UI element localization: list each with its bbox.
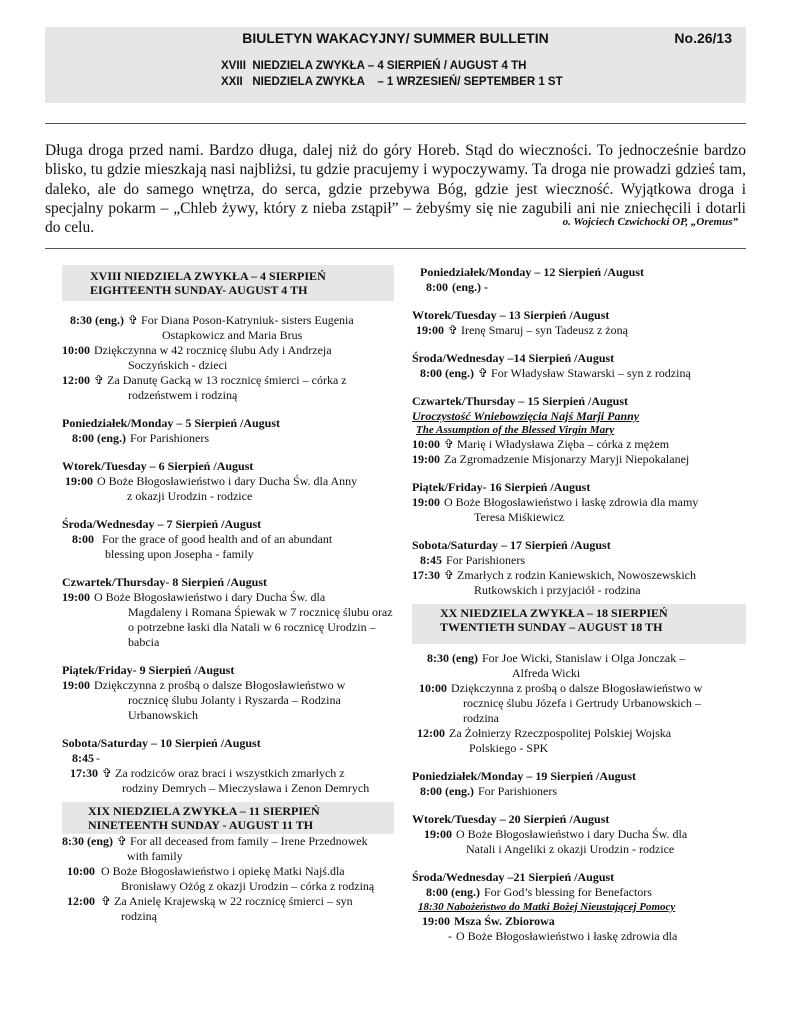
day-heading: Poniedziałek/Monday – 19 Sierpień /August: [412, 769, 637, 783]
mass-entry: 10:00 Dziękczynna w 42 rocznicę ślubu Ady i Andrzeja Soczyńskich - dzieci: [62, 343, 332, 372]
day-heading: Poniedziałek/Monday – 5 Sierpień /August: [62, 416, 281, 430]
bulletin-number: No.26/13: [674, 30, 732, 46]
section-header-sunday-18: [62, 265, 394, 301]
mass-entry: 10:00 Dziękczynna z prośbą o dalsze Błogosławieństwo w rocznicę ślubu Józefa i Gertrudy Urbanowskich – rodzina: [419, 681, 703, 725]
day-heading: Piątek/Friday- 9 Sierpień /August: [62, 663, 235, 677]
right-column: [412, 265, 746, 944]
mass-entry: 8:30 (eng) ✞ For all deceased from family – Irene Przednowek with family: [62, 834, 368, 863]
day-heading: Wtorek/Tuesday – 13 Sierpień /August: [412, 308, 610, 322]
mass-entry: 17:30 ✞ Zmarłych z rodzin Kaniewskich, Nowoszewskich Rutkowskich i przyjaciół - rodzina: [412, 568, 696, 597]
mass-entry: 8:00 (eng.) For Parishioners: [420, 784, 557, 798]
feast-title-pl: Uroczystość Wniebowzięcia Najś Marji Panny: [412, 409, 640, 423]
day-heading: Środa/Wednesday –14 Sierpień /August: [412, 351, 615, 365]
bulletin-title: BIULETYN WAKACYJNY/ SUMMER BULLETIN: [242, 30, 549, 46]
mass-entry: 8:00 For the grace of good health and of an abundant blessing upon Josepha - family: [72, 532, 333, 561]
day-heading: Środa/Wednesday – 7 Sierpień /August: [62, 517, 262, 531]
header-line-2: XXII NIEDZIELA ZWYKŁA – 1 WRZESIEŃ/ SEPTEMBER 1 ST: [221, 76, 563, 88]
section-title-pl: XVIII NIEDZIELA ZWYKŁA – 4 SIERPIEŃ: [90, 269, 326, 283]
section-title-en: EIGHTEENTH SUNDAY- AUGUST 4 TH: [90, 283, 308, 297]
day-heading: Czwartek/Thursday- 8 Sierpień /August: [62, 575, 268, 589]
mass-entry: 8:00 (eng.) -: [426, 280, 488, 294]
mass-entry: 8:30 (eng.) ✞ For Diana Poson-Katryniuk- sisters Eugenia Ostapkowicz and Maria Brus: [70, 313, 354, 342]
mass-entry: 17:30 ✞ Za rodziców oraz braci i wszystkich zmarłych z rodziny Demrych – Mieczysława i Zenon Demrych: [70, 766, 370, 795]
day-heading: Czwartek/Thursday – 15 Sierpień /August: [412, 394, 629, 408]
mass-entry: 8:30 (eng) For Joe Wicki, Stanislaw i Olga Jonczak – Alfreda Wicki: [427, 651, 686, 680]
section-header-sunday-19: [62, 802, 394, 834]
section-header-sunday-20: [412, 604, 746, 644]
mass-entry: 8:00 (eng.) ✞ For Władysław Stawarski – syn z rodziną: [420, 366, 691, 380]
section-title-pl: XX NIEDZIELA ZWYKŁA – 18 SIERPIEŃ: [440, 606, 668, 620]
mass-entry: 10:00 ✞ Marię i Władysława Zięba – córka z mężem: [412, 437, 670, 451]
section-title-pl: XIX NIEDZIELA ZWYKŁA – 11 SIERPIEŃ: [88, 804, 320, 818]
mass-entry: 19:00 Dziękczynna z prośbą o dalsze Błogosławieństwo w rocznicę ślubu Jolanty i Ryszarda – Rodzina Urbanowskich: [62, 678, 346, 722]
day-heading: Piątek/Friday- 16 Sierpień /August: [412, 480, 591, 494]
mass-entry: 19:00 Za Zgromadzenie Misjonarzy Maryji Niepokalanej: [412, 452, 690, 466]
day-heading: Poniedziałek/Monday – 12 Sierpień /August: [420, 265, 645, 279]
divider-bottom: [45, 248, 746, 249]
mass-entry: 10:00 O Boże Błogosławieństwo i opiekę Matki Najś.dla Bronisławy Ożóg z okazji Urodzin – córka z rodziną: [67, 864, 375, 893]
feast-title-en: The Assumption of the Blessed Virgin Mary: [416, 424, 615, 436]
mass-entry: 8:00 (eng.) For Parishioners: [72, 431, 209, 445]
bulletin-header: [45, 27, 746, 103]
day-heading: Wtorek/Tuesday – 6 Sierpień /August: [62, 459, 254, 473]
day-heading: Sobota/Saturday – 17 Sierpień /August: [412, 538, 611, 552]
header-line-1: XVIII NIEDZIELA ZWYKŁA – 4 SIERPIEŃ / AUGUST 4 TH: [221, 60, 527, 72]
mass-entry: - O Boże Błogosławieństwo i łaskę zdrowia dla: [448, 929, 678, 943]
section-title-en: TWENTIETH SUNDAY – AUGUST 18 TH: [440, 620, 663, 634]
mass-entry: 8:45 -: [72, 751, 100, 765]
novena-announcement: 18:30 Nabożeństwo do Matki Bożej Nieustającej Pomocy: [418, 901, 676, 913]
mass-entry: 19:00 O Boże Błogosławieństwo i dary Ducha Św. dla Magdaleny i Romana Śpiewak w 7 rocznicę ślubu oraz o potrzebne łaski dla Natali w 6 rocznicę Urodzin – babcia: [62, 590, 393, 649]
intro-text: Długa droga przed nami. Bardzo długa, dalej niż do góry Horeb. Stąd do wieczności. To jednocześnie bardzo blisko, tu gdzie mieszkają nasi najbliżsi, tu gdzie pracujemy i wypoczywamy. Ta droga nie prowadzi gdzieś tam, daleko, ale do samego wnętrza, do serca, gdzie przebywa Bóg, gdzie jest wieczność. Wyjątkowa droga i specjalny pokarm – „Chleb żywy, który z nieba zstąpił” – żebyśmy się nie zagubili ani nie zniechęcili i dotarli do celu.: [45, 142, 746, 237]
mass-entry: 8:45 For Parishioners: [420, 553, 525, 567]
day-heading: Wtorek/Tuesday – 20 Sierpień /August: [412, 812, 610, 826]
mass-entry: 12:00 ✞ Za Anielę Krajewską w 22 rocznicę śmierci – syn rodziną: [67, 894, 353, 923]
mass-entry: 19:00 Msza Św. Zbiorowa: [422, 914, 555, 928]
mass-entry: 12:00 ✞ Za Danutę Gacką w 13 rocznicę śmierci – córka z rodzeństwem i rodziną: [62, 373, 347, 402]
mass-entry: 19:00 ✞ Irenę Smaruj – syn Tadeusz z żoną: [416, 323, 628, 337]
day-heading: Środa/Wednesday –21 Sierpień /August: [412, 870, 615, 884]
mass-entry: 19:00 O Boże Błogosławieństwo i dary Ducha Św. dla Natali i Angeliki z okazji Urodzin - rodzice: [424, 827, 688, 856]
mass-entry: 19:00 O Boże Błogosławieństwo i dary Ducha Św. dla Anny z okazji Urodzin - rodzice: [65, 474, 358, 503]
intro-author: o. Wojciech Czwichocki OP, „Oremus”: [562, 216, 738, 228]
section-title-en: NINETEENTH SUNDAY - AUGUST 11 TH: [88, 818, 314, 832]
mass-entry: 12:00 Za Żołnierzy Rzeczpospolitej Polskiej Wojska Polskiego - SPK: [417, 726, 672, 755]
day-heading: Sobota/Saturday – 10 Sierpień /August: [62, 736, 261, 750]
left-column: [62, 265, 394, 924]
divider-top: [45, 123, 746, 124]
mass-entry: 19:00 O Boże Błogosławieństwo i łaskę zdrowia dla mamy Teresa Miśkiewicz: [412, 495, 699, 524]
mass-entry: 8:00 (eng.) For God’s blessing for Benefactors: [426, 885, 652, 899]
